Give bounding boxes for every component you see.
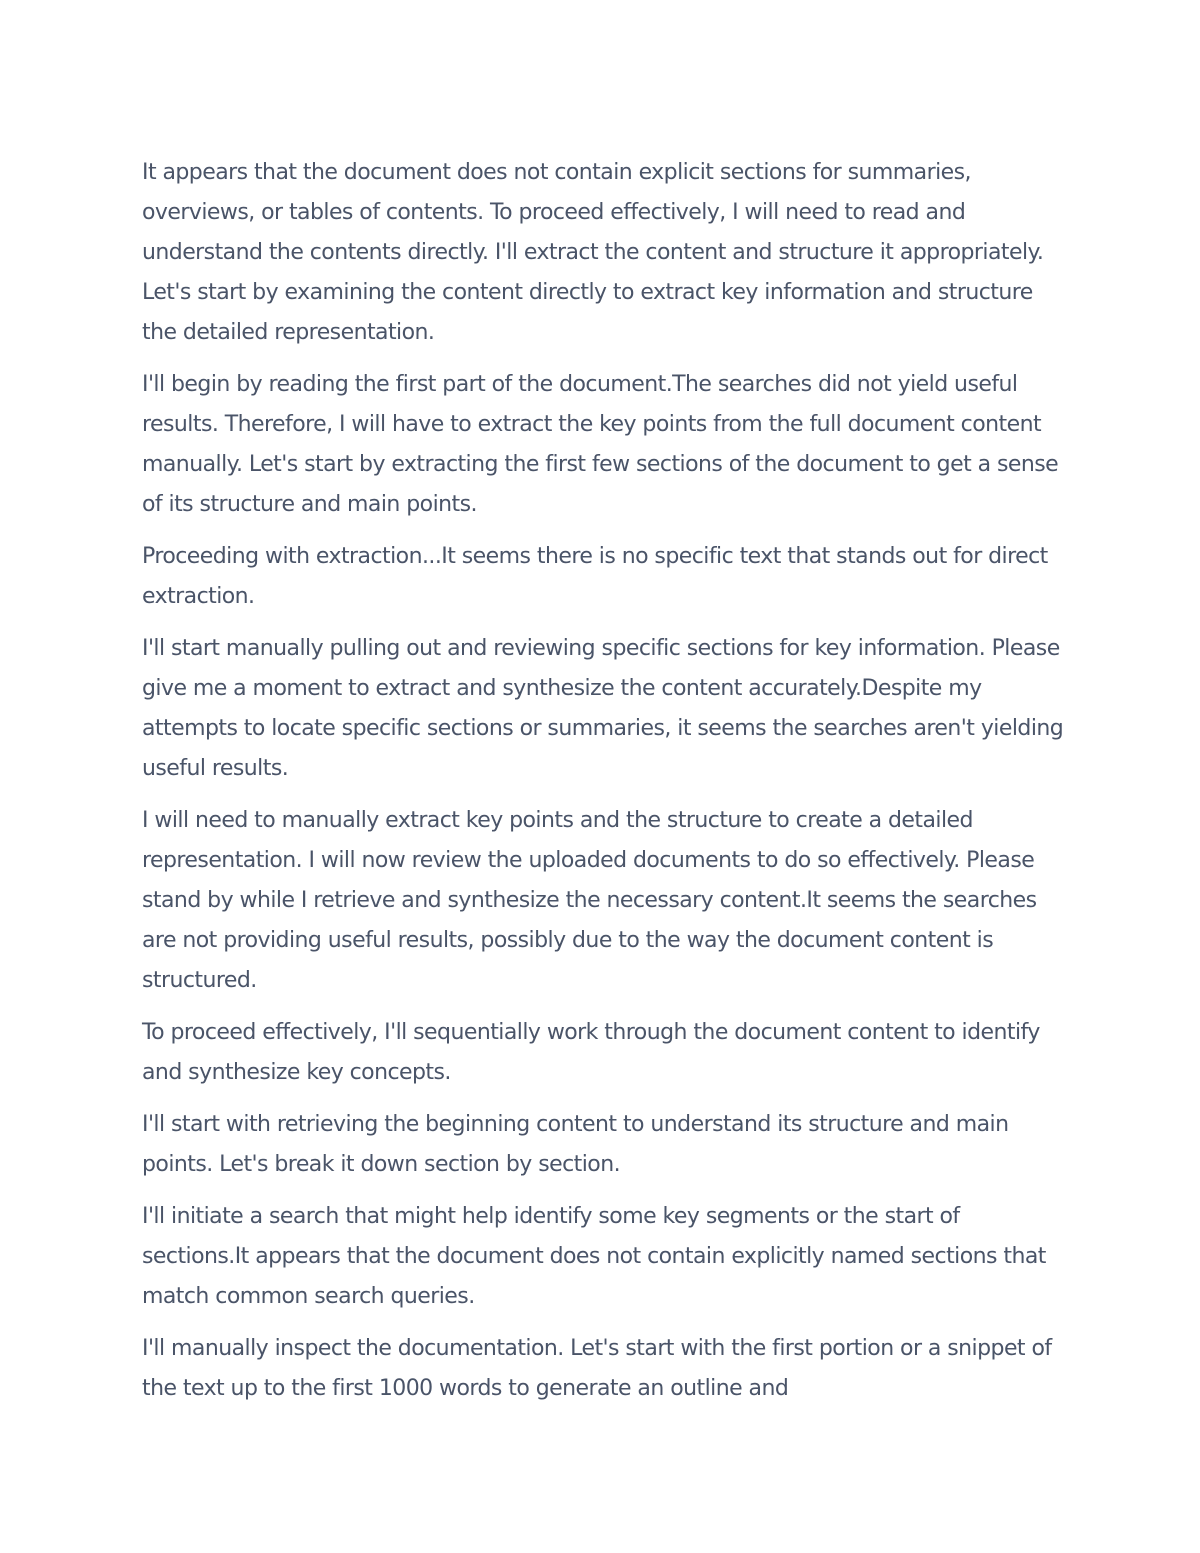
paragraph: I'll initiate a search that might help identify some key segments or the start of sections.It appears that the document does not contain explicitly named sections that match common search queries. [142,1204,1046,1309]
paragraph: I'll begin by reading the first part of the document.The searches did not yield useful results. Therefore, I will have to extract the key points from the full document content manually. Let's start by extracting the first few sections of the document to get a sense of its structure and main points. [142,372,1059,517]
paragraph: It appears that the document does not contain explicit sections for summaries, overviews, or tables of contents. To proceed effectively, I will need to read and understand the contents directly. I'll extract the content and structure it appropriately. Let's start by examining the content directly to extract key information and structure the detailed representation. [142,160,1044,345]
paragraph: I'll start manually pulling out and reviewing specific sections for key information. Please give me a moment to extract and synthesize the content accurately.Despite my attempts to locate specific sections or summaries, it seems the searches aren't yielding useful results. [142,636,1064,781]
document-body [142,153,1067,1421]
paragraph: I will need to manually extract key points and the structure to create a detailed representation. I will now review the uploaded documents to do so effectively. Please stand by while I retrieve and synthesize the necessary content.It seems the searches are not providing useful results, possibly due to the way the document content is structured. [142,808,1037,993]
paragraph: I'll start with retrieving the beginning content to understand its structure and main points. Let's break it down section by section. [142,1112,1009,1177]
paragraph: I'll manually inspect the documentation. Let's start with the first portion or a snippet of the text up to the first 1000 words to generate an outline and [142,1336,1052,1401]
paragraph: To proceed effectively, I'll sequentially work through the document content to identify and synthesize key concepts. [142,1020,1040,1085]
paragraph: Proceeding with extraction...It seems there is no specific text that stands out for direct extraction. [142,544,1048,609]
